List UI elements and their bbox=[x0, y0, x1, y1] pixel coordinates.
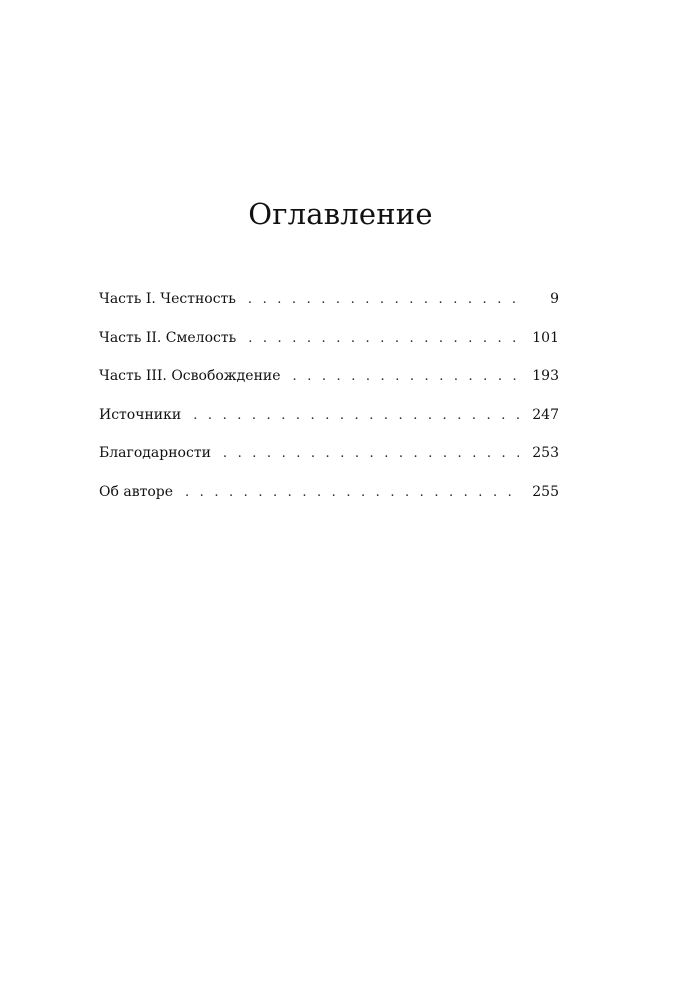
toc-page-number: 9 bbox=[550, 291, 559, 307]
toc-entry-label: Часть II. Смелость bbox=[99, 329, 237, 346]
dot-leader bbox=[248, 290, 519, 310]
dot-leader bbox=[185, 483, 519, 503]
toc-entry-label: Об авторе bbox=[99, 483, 174, 500]
toc-entry bbox=[99, 482, 559, 521]
toc-entry-label: Источники bbox=[99, 406, 182, 423]
toc-entry-label: Часть I. Честность bbox=[99, 291, 236, 307]
toc-page-number: 193 bbox=[532, 368, 559, 384]
toc-entry-label: Благодарности bbox=[99, 445, 211, 461]
dot-leader bbox=[248, 329, 519, 349]
toc-entry bbox=[99, 366, 559, 405]
table-of-contents bbox=[99, 289, 559, 520]
dot-leader bbox=[223, 444, 519, 464]
toc-entry bbox=[99, 405, 559, 444]
dot-leader bbox=[193, 406, 519, 426]
toc-entry-label: Часть III. Освобождение bbox=[99, 368, 281, 384]
toc-entry bbox=[99, 328, 559, 367]
toc-entry bbox=[99, 443, 559, 482]
dot-leader bbox=[293, 367, 519, 387]
toc-page-number: 253 bbox=[532, 445, 559, 461]
toc-entry bbox=[99, 289, 559, 328]
toc-page-number: 247 bbox=[532, 406, 559, 423]
page-title: Оглавление bbox=[248, 197, 433, 231]
toc-page-number: 255 bbox=[532, 483, 559, 500]
toc-page-number: 101 bbox=[532, 329, 559, 346]
